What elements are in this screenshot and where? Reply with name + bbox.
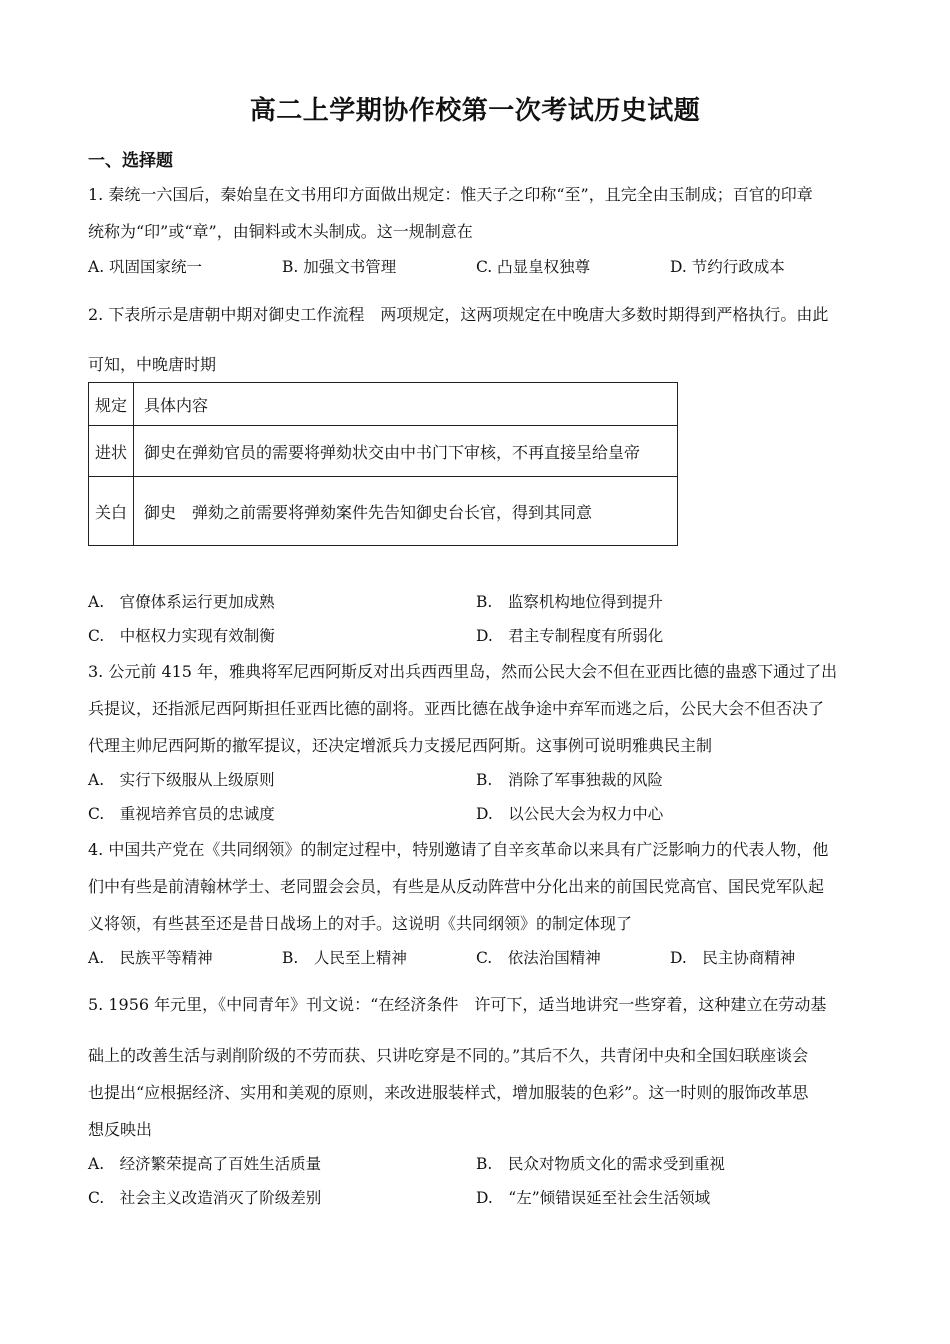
q2-option-d: D. 君主专制程度有所弱化 [476,627,664,645]
q5-line-1: 5. 1956 年元里，《中同青年》刊文说：“在经济条件 许可下，适当地讲究一些穿着，这种建立在劳动基 [88,995,827,1014]
q1-line-2: 统称为“印”或“章”，由铜料或木头制成。这一规制意在 [88,222,473,241]
q2-line-2: 可知，中晚唐时期 [88,355,217,374]
q5-line-3: 也提出“应根据经济、实用和美观的原则，来改进服装样式，增加服装的色彩”。这一时则的服饰改革思 [88,1083,809,1102]
q4-option-d: D. 民主协商精神 [670,949,796,967]
q5-option-c: C. 社会主义改造消灭了阶级差别 [88,1189,322,1207]
section-heading: 一、选择题 [88,151,173,171]
q1-line-1: 1. 秦统一六国后，秦始皇在文书用印方面做出规定：惟天子之印称“至”，且完全由玉制成；百官的印章 [88,185,813,204]
q4-line-3: 义将领，有些甚至还是昔日战场上的对手。这说明《共同纲领》的制定体现了 [88,914,633,933]
table-header-cell: 规定 [89,383,134,426]
table-cell: 御史 弹劾之前需要将弹劾案件先告知御史台长官，得到其同意 [134,477,678,546]
q2-option-a: A. 官僚体系运行更加成熟 [88,593,275,611]
q2-rules-table [88,382,678,546]
q3-option-a: A. 实行下级服从上级原则 [88,771,275,789]
q4-line-1: 4. 中国共产党在《共同纲领》的制定过程中，特别邀请了自辛亥革命以来具有广泛影响力的代表人物，他 [88,840,829,859]
q1-option-d: D. 节约行政成本 [670,258,785,276]
q3-line-2: 兵提议，还指派尼西阿斯担任亚西比德的副将。亚西比德在战争途中弃军而逃之后，公民大会不但否决了 [88,699,825,718]
exam-title: 高二上学期协作校第一次考试历史试题 [249,96,701,126]
q5-line-2: 础上的改善生活与剥削阶级的不劳而获、只讲吃穿是不同的。”其后不久，共青闭中央和全国妇联座谈会 [88,1046,809,1065]
q3-option-d: D. 以公民大会为权力中心 [476,805,664,823]
table-cell: 关白 [89,477,134,546]
q3-line-1: 3. 公元前 415 年，雅典将军尼西阿斯反对出兵西西里岛，然而公民大会不但在亚西比德的蛊惑下通过了出 [88,662,838,681]
q1-option-c: C. 凸显皇权独尊 [476,258,591,276]
table-row [89,426,678,477]
q3-line-3: 代理主帅尼西阿斯的撤军提议，还决定增派兵力支援尼西阿斯。这事例可说明雅典民主制 [88,736,713,755]
q5-option-d: D. “左”倾错误延至社会生活领域 [476,1189,711,1207]
table-cell: 御史在弹劾官员的需要将弹劾状交由中书门下审核，不再直接呈给皇帝 [134,426,678,477]
q4-option-c: C. 依法治国精神 [476,949,601,967]
table-header-cell: 具体内容 [134,383,678,426]
q5-line-4: 想反映出 [88,1120,153,1139]
q2-line-1: 2. 下表所示是唐朝中期对御史工作流程 两项规定，这两项规定在中晚唐大多数时期得到严格执行。由此 [88,305,829,324]
q3-option-b: B. 消除了军事独裁的风险 [476,771,663,789]
q5-option-a: A. 经济繁荣提高了百姓生活质量 [88,1155,322,1173]
q4-option-b: B. 人民至上精神 [282,949,407,967]
q5-option-b: B. 民众对物质文化的需求受到重视 [476,1155,725,1173]
q4-option-a: A. 民族平等精神 [88,949,213,967]
table-header-row [89,383,678,426]
q2-option-b: B. 监察机构地位得到提升 [476,593,663,611]
q3-option-c: C. 重视培养官员的忠诚度 [88,805,275,823]
q2-option-c: C. 中枢权力实现有效制衡 [88,627,275,645]
table-cell: 进状 [89,426,134,477]
q4-line-2: 们中有些是前清翰林学士、老同盟会会员，有些是从反动阵营中分化出来的前国民党高官、国民党军队起 [88,877,825,896]
q1-option-a: A. 巩固国家统一 [88,258,203,276]
table-row [89,477,678,546]
q1-option-b: B. 加强文书管理 [282,258,397,276]
